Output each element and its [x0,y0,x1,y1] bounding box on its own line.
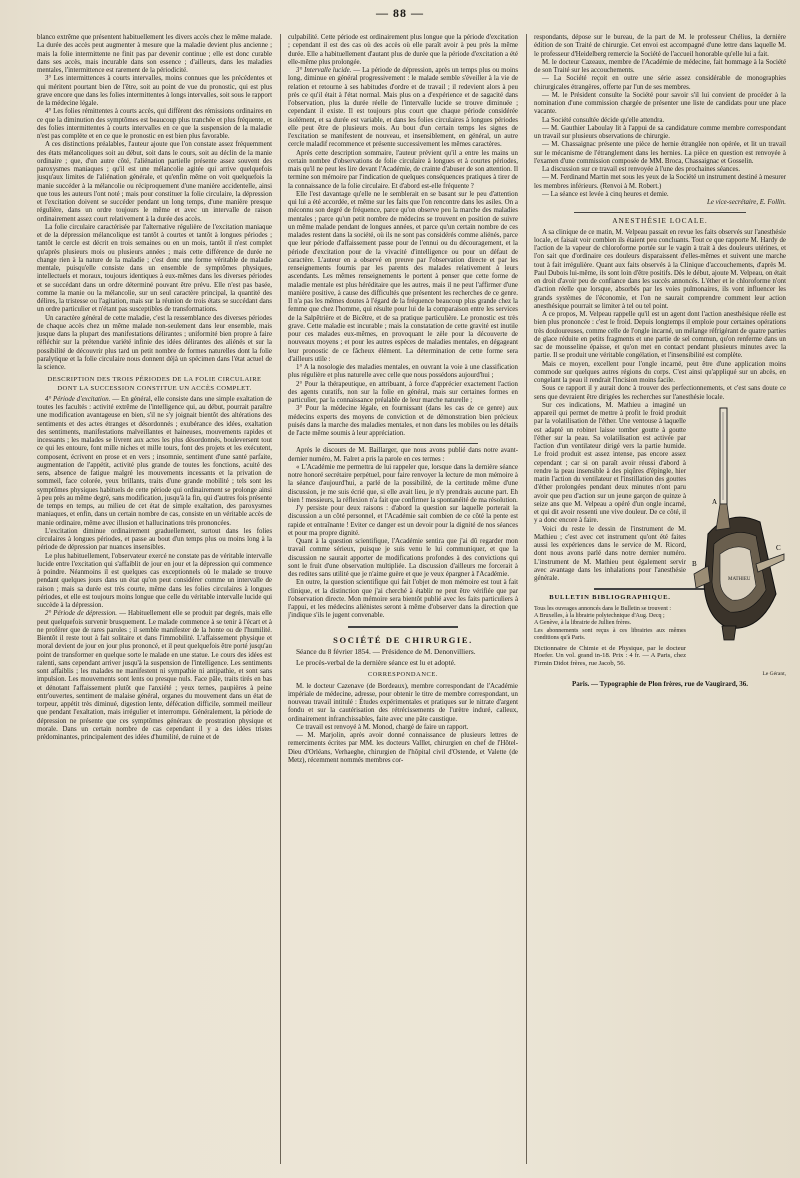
paragraph: A sa clinique de ce matin, M. Velpeau passait en revue les faits observés sur l'anesthésie locale, et faisait voir combien ils étaient peu concluants. Tout ce que rapporte M. Hardy de l'action de la vapeur de chloroforme portée sur le vagin à trait à des douleurs utérines, et l'on sait que d'ordinaire ces douleurs disparaissent d'elles-mêmes et suivent une marche tout à fait irrégulière. Quant aux faits observés à la Clinique d'accouchements, d'après M. Paul Dubois lui-même, ils sont loin d'être positifs. Dès le début, ajoute M. Velpeau, on était en droit d'avoir peu de confiance dans les succès annoncés. L'éther et le chloroforme n'ont d'action réelle que lorsque, absorbés par les voies pulmonaires, ils vont influencer les grands systèmes de l'économie, et l'on ne saurait comprendre comment leur action anesthésique pourrait se limiter à tel ou tel point. [534,228,786,310]
paragraph: — M. le Président consulte la Société pour savoir s'il lui convient de procéder à la nomination d'une commission chargée de présenter une liste de candidats pour une place vacante. [534,91,786,116]
paragraph: La folie circulaire caractérisée par l'alternative régulière de l'excitation maniaque et de la dépression mélancolique est tantôt à courtes et tantôt à longues périodes ; tantôt le cercle est décrit en trois semaines ou en un mois, tantôt il n'est complet qu'après plusieurs mois ou plusieurs années ; mais cette différence de durée ne change rien à la nature de la maladie ; c'est donc une forme véritable de maladie mentale, puisqu'elle consiste dans un ensemble de symptômes physiques, intellectuels et moraux, toujours identiques à eux-mêmes dans les diverses périodes et se succédant dans un ordre déterminé pouvant être prévu. Elle n'est pas basée, comme la manie ou la mélancolie, sur un seul caractère principal, la quantité des délires, la tristesse ou l'agitation, mais sur la réunion de trois états se succédant dans un ordre particulier et n'étant pas susceptibles de transformations. [37,223,272,314]
instrument-illustration [690,404,786,644]
paragraph: A ces distinctions préalables, l'auteur ajoute que l'on constate assez fréquemment des états mélancoliques soit au début, soit dans le cours, soit au déclin de la manie ordinaire ; que, d'un autre côté, l'aliénation partielle présente assez souvent des paroxysmes maniaques ; qu'il est une mélancolie agitée qui arrive quelquefois jusqu'aux limites de l'aliénation générale, et qu'enfin même on voit quelquefois la manie succéder à la mélancolie ou réciproquement d'une manière accidentelle, ainsi que tous les auteurs l'ont noté ; mais pour constituer la folie circulaire, la dépression et l'excitation doivent se succéder pendant un long temps, d'une manière presque régulière, dans un ordre toujours le même et avec un intervalle de raison ordinairement assez court relativement à la durée des accès. [37,141,272,223]
paragraph: Quant à la question scientifique, l'Académie sentira que j'ai dû regarder mon travail comme sérieux, puisque je suis venu le lui communiquer, et que la discussion ne saurait apporter de modifications profondes à des convictions qui sont le fruit d'une observation multipliée. La discussion d'ailleurs me forcerait à des redites sans utilité que je n'aime guère et que je veux épargner à l'Académie. [288,538,518,578]
paragraph: Un caractère général de cette maladie, c'est la ressemblance des diverses périodes de chaque accès chez un même malade non-seulement dans leur ensemble, mais jusque dans la plupart des manifestations délirantes ; uniformité bien propre à faire réfléchir sur la prétendue variété infinie des idées délirantes des aliénés et sur la possibilité de découvrir plus tard un petit nombre de formes naturelles dont la folie paralytique et la folie circulaire nous donnent déjà un spécimen dans l'état actuel de la science. [37,314,272,371]
paragraph: — M. Marjolin, après avoir donné connaissance de plusieurs lettres de remerciments écrites par MM. les docteurs Valllet, chirurgien en chef de l'Hôtel-Dieu d'Orléans, Verhaeghe, chirurgien de l'hôpital civil d'Ostende, et Valette (de Metz), récemment nommés membres cor- [288,732,518,764]
column-1 [37,34,272,1174]
biblio-line: A Bruxelles, à la librairie polytechnique d'Aug. Decq ; [534,612,665,619]
biblio-entry: Dictionnaire de Chimie et de Physique, par le docteur Hoefer. Un vol. grand in-18. Prix : 4 fr. — A Paris, chez Firmin Didot frères, rue Jacob, 56. [534,644,686,668]
paragraph: Ce travail est renvoyé à M. Monod, chargé de faire un rapport. [296,723,469,731]
biblio-line: Tous les ouvrages annoncés dans le Bulletin se trouvent : [534,605,672,612]
paragraph-text: — En général, elle consiste dans une simple exaltation de toutes les facultés : activité extrême de l'intelligence qui, au début, pourrait paraître une modification avantageuse en bien, s'il ne s'y joignait bientôt des altérations des sentiments et des actes étranges et désordonnés ; exubérance des idées, exaltation des sentiments, manifestations malveillantes et haineuses, mouvements rapides et incessants ; les malades se livrent aux actes les plus désordonnés, bouleversent tout ce qui les entoure, font mille niches et mille tours, font des projets et les exécutent, composent, écrivent en prose et en vers ; insomnie, sentiment d'une santé parfaite, augmentation de l'appétit, activité plus grande de toutes les fonctions, acuité des sens, absence de fatigue malgré les mouvements incessants et la privation de sommeil, face colorée, yeux brillants, traits d'une grande mobilité ; tels sont les symptômes physiques habituels de cette période qui ordinairement se prolonge ainsi à peu près au même degré, sans modification, jusqu'à la fin, qui d'autres fois présente de temps en temps, au milieu de cet état de simple exaltation, des paroxysmes maniaques, et enfin, dans un certain nombre de cas, consiste en un véritable accès de manie ordinaire, même avec illusion et hallucinations très prononcées. [37,395,272,527]
correspondence-heading: CORRESPONDANCE. [367,671,439,679]
biblio-line: Les abonnements sont reçus à ces librairies aux mêmes conditions qu'à Paris. [534,627,686,642]
paragraph: Voici du reste le dessin de l'instrument de M. Mathieu ; c'est avec cet instrument qu'ont été faites aussi les expériences dans le service de M. Ricord, dont nous avons parlé dans notre dernier numéro. L'instrument de M. Mathieu peut également servir avec avantage dans les inhalations pour l'anesthésie générale. [534,525,686,582]
column-rule [280,34,281,1164]
paragraph-text: — La période de dépression, après un temps plus ou moins long, diminue en général progressivement : le malade semble s'éveiller à la vie de relation et retourne à ses habitudes d'ordre et de travail ; il redevient alors à peu près ce qu'il était à l'état normal. Mais plus on a d'expérience et de sagacité dans l'observation, plus la durée réelle de l'intervalle lucide se trouve diminuée ; cependant il existe. Il est toujours plus court que chaque période considérée isolément, et sa durée est variable, et dans les folies circulaires à longues périodes elle peut être de plusieurs mois. Au bout d'un certain temps les signes de l'excitation se manifestent de nouveau, et insensiblement, en général, un autre cercle maladif recommence et présente successivement les mêmes caractères. [288,67,518,149]
maker-mark: MATHIEU [728,576,751,582]
section-heading: ANESTHÉSIE LOCALE. [612,216,708,226]
separator [328,443,478,444]
paragraph: La Société consultée décide qu'elle attendra. [542,116,665,124]
paragraph: M. le docteur Cazenave (de Bordeaux), membre correspondant de l'Académie impériale de médecine, adresse, pour obtenir le titre de membre correspondant, un nouveau travail intitulé : Études expérimentales et pratiques sur le nitrate d'argent fondu et sur la cautérisation des rétrécissements de l'urètre induré, calleux, ordinairement infranchissables, faite avec une pâte caustique. [288,682,518,723]
paragraph: Elle l'est davantage qu'elle ne le semblerait en se basant sur le peu d'attention qui lui a été accordée, et même sur les faits que l'on rencontre dans les asiles. On a méconnu son degré de fréquence, parce qu'on observe peu la marche des maladies mentales ; parce qu'un petit nombre de médecins se trouvent en position de suivre un même malade pendant de longues années, et parce qu'un certain nombre de ces malades restent dans la société, où ils ne sont pas considérés comme aliénés, parce que leur période d'affaissement passe pour de l'ennui ou du découragement, et la période d'excitation pour de la vivacité d'intelligence ou pour un défaut de caractère. L'auteur en a observé en preuve par l'observation directe et par les renseignements fournis par les parents des malades relativement à leurs ascendants. Les mêmes renseignements le portent à penser que cette forme de maladie mentale est plus héréditaire que les autres, mais il ne peut l'affirmer d'une manière positive, à cause des difficultés que présentent les recherches de ce genre. Il n'a pas les mêmes doutes à l'égard de la fréquence beaucoup plus grande chez la femme que chez l'homme, qui résulte pour lui de la comparaison entre les services de la Salpêtrière et de Bicêtre, et de sa pratique particulière. Le pronostic est très grave. Cette maladie est incurable ; mais la constatation de cette gravité est inutile pour ces malades eux-mêmes, en provoquant le zèle pour la découverte de nouveaux moyens ; et pour les autres espèces de maladies mentales, en dégageant leur pronostic de ce fâcheux élément. La détermination de cette forme sera d'ailleurs utile : [288,190,518,363]
paragraph: Mais ce moyen, excellent pour l'ongle incarné, peut être d'une application moins commode sur quelques autres régions du corps. C'est ainsi qu'appliqué sur un abcès, en congelant la peau il rendrait l'incision moins facile. [534,360,786,384]
label-a: A [712,497,718,506]
paragraph [288,67,518,150]
paragraph: 1° A la nosologie des maladies mentales, en ouvrant la voie à une classification plus régulière et plus naturelle avec celle que nous possédons aujourd'hui ; [288,364,518,380]
section-heading: DESCRIPTION DES TROIS PÉRIODES DE LA FOLIE CIRCULAIRE DONT LA SUCCESSION CONSTITUE UN ACCÈS COMPLET. [47,376,262,392]
label-b: B [692,559,697,568]
printer-line: Paris. — Typographie de Plon frères, rue de Vaugirard, 36. [572,680,748,689]
paragraph: M. le docteur Cazeaux, membre de l'Académie de médecine, fait hommage à la Société de son Traité sur les accouchements. [534,58,786,74]
column-3 [534,34,786,1164]
paragraph [37,610,272,742]
paragraph: — M. Ferdinand Martin met sous les yeux de la Société un instrument destiné à mesurer les membres inférieurs. (Renvoi à M. Robert.) [534,174,786,190]
signature: Le vice-secrétaire, E. Follin. [707,199,786,206]
paragraph: « L'Académie me permettra de lui rappeler que, lorsque dans la dernière séance notre honoré secrétaire perpétuel, pour faire renvoyer la lecture de mon mémoire à la séance d'aujourd'hui, a parlé de la possibilité, de la certitude même d'une discussion, je me suis écrié que, si elle avait lieu, je n'y prendrais aucune part. Eh bien ! messieurs, la réflexion n'a fait que confirmer la spontanéité de ma résolution. [288,463,518,504]
paragraph: La discussion sur ce travail est renvoyée à l'une des prochaines séances. [542,166,740,173]
paragraph: blanco extrême que présentent habituellement les divers accès chez le même malade. La durée des accès peut augmenter à mesure que la maladie devient plus ancienne ; mais la folie intermittente ne finit pas par devenir continue ; elle est donc curable dans ses accès, mais incurable dans son essence ; d'ailleurs, dans les maladies mentales, l'intermittence est rarement de la périodicité. [37,34,272,74]
paragraph [37,396,272,528]
paragraph: 3° Les intermittences à courts intervalles, moins connues que les précédentes et qui méritent pourtant bien de l'être, soit au point de vue du pronostic, qui est plus grave encore que dans les folies intermittentes à longs intervalles, soit sous le rapport de la médecine légale. [37,75,272,107]
paragraph: — M. Chassaignac présente une pièce de hernie étranglée non opérée, et lit un travail sur le mécanisme de l'étranglement dans les hernies. La pièce en question est renvoyée à l'examen d'une commission composée de MM. Broca, Chassaignac et Gosselin. [534,141,786,165]
paragraph: respondants, dépose sur le bureau, de la part de M. le professeur Chélius, la dernière édition de son Traité de chirurgie. Cet envoi est accompagné d'une lettre dans laquelle M. le professeur d'Heidelberg remercie la Société de l'accueil honorable qu'elle lui a fait. [534,34,786,58]
paragraph: — M. Gauthier Laboulay lit à l'appui de sa candidature comme membre correspondant un travail sur plusieurs observations de chirurgie. [534,124,786,140]
paragraph: L'excitation diminue ordinairement graduellement, surtout dans les folies circulaires à longues périodes, et passe au bout d'un temps plus ou moins long à la période de dépression par nuances insensibles. [37,527,272,552]
paragraph: A ce propos, M. Velpeau rappelle qu'il est un agent dont l'action anesthésique réelle est bien plus prononcée : c'est le froid. Depuis longtemps il emploie pour certaines opérations très douloureuses, comme celle de l'ongle incarné, un mélange réfrigérant de quatre parties de glace réduite en petits fragments et une partie de sel commun, qu'on renferme dans un sac de mousseline épaisse, et qu'on met en contact pendant plusieurs minutes avec la partie. Il se produit une véritable congélation, et l'insensibilité est complète. [534,311,786,360]
column-2 [288,34,518,1174]
paragraph-text: — Habituellement elle se produit par degrés, mais elle peut quelquefois survenir brusquement. Le malade commence à se tenir à l'écart et à ne proférer que de rares paroles ; il semble manifester de la honte ou de l'humilité. Bientôt il reste tout à fait solitaire et dans l'immobilité. L'affaissement physique et moral devient de jour en jour plus prononcé, et il peut quelquefois être porté jusqu'au point de transformer en quelque sorte le malade en une statue. Le cours des idées est ralenti, sans cependant arriver jusqu'à la suspension de l'intelligence. Les sentiments sont affaiblis ; les malades ne manifestent ni sympathie ni antipathie, et sont sans impulsion. Les mouvements sont lents ou presque nuls. Face pâle, traits tirés en bas et dénotant l'affaissement plutôt que l'anxiété ; yeux ternes, paupières à peine entr'ouvertes, sentiment de malaise général, organes du mouvement dans un état de torpeur, appétit très diminué, digestion lente, défécation difficile, sommeil meilleur que pendant l'exaltation, mais irrégulier et interrompu. Généralement, la période de dépression ne présente que ces symptômes généraux de prostration physique et morale. Dans un certain nombre de cas cependant il y a des idées tristes prédominantes, principalement des idées d'humilité, de ruine et de [37,610,272,741]
paragraph: Après le discours de M. Baillarger, que nous avons publié dans notre avant-dernier numéro, M. Falret a pris la parole en ces termes : [288,447,518,463]
page-number: — 88 — [376,6,424,20]
paragraph-label: 3° Intervalle lucide. [296,67,352,74]
paragraph: culpabilité. Cette période est ordinairement plus longue que la période d'excitation ; cependant il est des cas où des accès où elle paraît avoir à peu près la même durée. Elle a habituellement d'autant plus de durée que la période d'excitation a été elle-même plus prolongée. [288,34,518,66]
society-title: SOCIÉTÉ DE CHIRURGIE. [333,634,473,645]
paragraph: En outre, la question scientifique qui fait l'objet de mon mémoire est tout à fait clinique, et la distinction que j'ai cherché à établir ne peut être vérifiée que par l'observation directe. Mon mémoire sera bientôt publié avec les faits particuliers à l'appui, et les médecins aliénistes seront à même d'observer dans la direction que j'indique s'ils le jugent convenable. [288,579,518,620]
minutes-line: Le procès-verbal de la dernière séance est lu et adopté. [296,658,456,667]
mathieu-instrument-figure [690,404,786,652]
paragraph: 3° Pour la médecine légale, en fournissant (dans les cas de ce genre) aux médecins experts des moyens de conviction et de démonstration bien précieux puisés dans la marche des maladies mentales, et non dans les mobiles ou les détails de l'acte même soumis à leur appréciation. [288,405,518,437]
paragraph-label: 2° Période de dépression. [45,610,118,618]
manager-line: Le Gérant, [762,670,786,677]
paragraph: Le plus habituellement, l'observateur exercé ne constate pas de véritable intervalle lucide entre l'excitation qui s'affaiblit de jour en jour et la dépression qui commence à poindre. Néanmoins il est quelques cas exceptionnels où le malade se trouve pendant quelques jours dans un état qu'on peut considérer comme un intervalle de raison ; mais sa durée est très courte, même dans les folies circulaires à longues périodes, et elle est toujours moins longue que celle du véritable intervalle lucide qui succède à la dépression. [37,552,272,609]
tube-a [720,408,727,504]
paragraph: J'y persiste pour deux raisons : d'abord la question sur laquelle porterait la discussion a un côté personnel, et l'Académie sait combien de ce côté la pente est rapide et entraînante ! Eviter ce danger est un devoir pour la dignité de nos séances et pour ma propre dignité. [288,505,518,537]
paragraph: 2° Pour la thérapeutique, en attribuant, à force d'apprécier exactement l'action des agents curatifs, non sur la folie en général, mais sur certaines formes en particulier, par la connaissance préalable de leur marche naturelle ; [288,380,518,404]
paragraph: — La Société reçoit en outre une série assez considérable de monographies chirurgicales étrangères, offerte par l'un de ses membres. [534,75,786,91]
column-rule [526,34,527,1164]
paragraph: — La séance est levée à cinq heures et demie. [542,190,669,198]
label-c: C [776,543,781,552]
separator [348,626,458,628]
session-line: Séance du 8 février 1854. — Présidence de M. Denonvilliers. [296,646,476,656]
biblio-line: A Genève, à la librairie de Jullien frères. [534,620,632,627]
paragraph: Après cette description sommaire, l'auteur prévient qu'il a entre les mains un certain nombre d'observations de folie circulaire à longues et à courtes périodes, mais qu'il ne peut les lire devant l'Académie, de crainte d'abuser de son attention. Il termine son mémoire par l'indication de quelques conséquences pratiques à tirer de la connaissance de la folie circulaire. Et d'abord est-elle fréquente ? [288,149,518,190]
paragraph: Sur ces indications, M. Mathieu a imaginé un appareil qui permet de mettre à profit le froid produit par la volatilisation de l'éther. Une ventouse à laquelle est adapté un robinet laisse tomber goutte à goutte l'éther sur la peau. Sa volatilisation est activée par l'action d'un ventilateur dirigé vers la partie humide. Le froid produit est assez intense, pas encore assez cependant ; car si on paraît avoir réussi d'abord à rendre la peau insensible à des piqûres d'épingle, hier matin l'action du ventilateur et l'instillation des gouttes d'éther prolongées pendant deux minutes n'ont paru avoir que peu d'action sur un jeune garçon de quinze à seize ans que M. Velpeau a opéré d'un ongle incarné, et qui dit avoir ressenti une vive douleur. De ce côté, il y a donc encore à faire. [534,401,686,525]
paragraph-label: 4° Période d'excitation. [45,395,111,403]
separator [574,212,746,213]
paragraph: Sous ce rapport il y aurait donc à trouver des perfectionnements, et c'est sans doute ce sens que devraient être dirigées les recherches sur l'anesthésie locale. [534,385,786,401]
biblio-title: BULLETIN BIBLIOGRAPHIQUE. [549,594,671,602]
paragraph: 4° Les folies rémittentes à courts accès, qui diffèrent des rémissions ordinaires en ce que la diminution des symptômes est beaucoup plus tranchée et plus fréquente, et des folies intermittentes à courts intervalles en ce que la suspension de la maladie n'est pas complète et en ce que le pronostic en est bien plus favorable. [37,108,272,140]
